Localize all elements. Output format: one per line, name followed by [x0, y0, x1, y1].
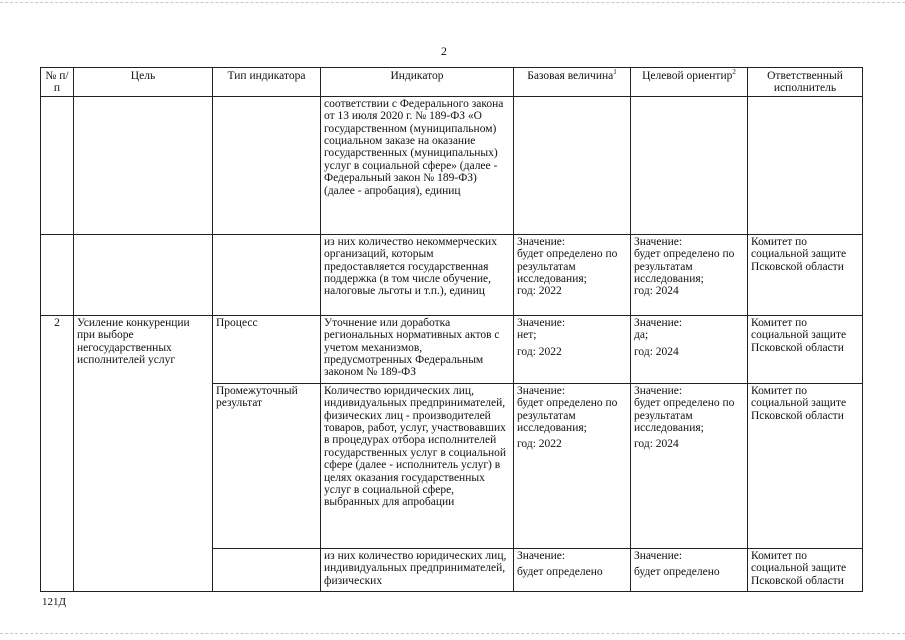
cell-num: 2	[41, 315, 74, 591]
cell-indicator: из них количество юридических лиц, индивидуальных предпринимателей, физических	[321, 548, 514, 591]
cell-indicator: Количество юридических лиц, индивидуальных предпринимателей, физических лиц - производителей товаров, работ, услуг, участвовавших в процедурах отбора исполнителей государственных услуг в социальной сфере (далее - исполнитель услуг) в целях оказания государственных услуг в социальной сфере, выбранных для апробации	[321, 383, 514, 548]
value-text: нет;	[517, 329, 537, 342]
value-label: Значение:	[634, 235, 683, 248]
cell-indicator: Уточнение или доработка региональных нормативных актов с учетом механизмов, предусмотренных Федеральным законом № 189-ФЗ	[321, 315, 514, 383]
cell-baseline	[514, 96, 631, 234]
scan-edge-bottom	[0, 633, 905, 634]
cell-target	[631, 234, 748, 315]
cell-indicator: из них количество некоммерческих организаций, которым предоставляется государственная поддержка (в том числе обучение, налоговые льготы и т.п.), единиц	[321, 234, 514, 315]
cell-type	[213, 234, 321, 315]
cell-goal	[74, 96, 213, 234]
header-num: № п/п	[41, 68, 74, 97]
value-label: Значение:	[634, 316, 683, 329]
value-year: год: 2022	[517, 285, 562, 298]
cell-goal	[74, 234, 213, 315]
header-baseline-label: Базовая величина	[527, 70, 614, 82]
cell-target	[631, 548, 748, 591]
table-row	[41, 234, 863, 315]
indicators-table	[40, 67, 863, 592]
cell-type: Процесс	[213, 315, 321, 383]
scan-edge-top	[0, 2, 905, 3]
value-year: год: 2022	[517, 438, 562, 451]
cell-goal: Усиление конкуренции при выборе негосударственных исполнителей услуг	[74, 315, 213, 591]
footer-code: 121Д	[42, 596, 67, 608]
value-text: будет определено по результатам исследования;	[634, 248, 735, 286]
value-text: будет определено по результатам исследования;	[634, 397, 735, 435]
cell-baseline	[514, 383, 631, 548]
cell-baseline	[514, 315, 631, 383]
header-goal: Цель	[74, 68, 213, 97]
cell-responsible: Комитет по социальной защите Псковской области	[748, 548, 863, 591]
value-year: год: 2022	[517, 345, 562, 358]
cell-target	[631, 315, 748, 383]
cell-baseline	[514, 548, 631, 591]
cell-num	[41, 234, 74, 315]
cell-responsible: Комитет по социальной защите Псковской области	[748, 315, 863, 383]
table-row	[41, 96, 863, 234]
header-type: Тип индикатора	[213, 68, 321, 97]
cell-indicator: соответствии с Федерального закона от 13 июля 2020 г. № 189-ФЗ «О государственном (муниципальном) социальном заказе на оказание государственных (муниципальных) услуг в социальной сфере» (далее - Федеральный закон № 189-ФЗ) (далее - апробация), единиц	[321, 96, 514, 234]
cell-responsible	[748, 96, 863, 234]
header-responsible: Ответственный исполнитель	[748, 68, 863, 97]
cell-target	[631, 96, 748, 234]
cell-num	[41, 96, 74, 234]
value-label: Значение:	[517, 549, 566, 562]
cell-responsible: Комитет по социальной защите Псковской области	[748, 383, 863, 548]
value-text: будет определено	[517, 566, 603, 579]
table-header-row	[41, 68, 863, 97]
page-number: 2	[441, 44, 447, 58]
value-year: год: 2024	[634, 345, 679, 358]
value-label: Значение:	[517, 316, 566, 329]
value-text: будет определено по результатам исследования;	[517, 248, 618, 286]
cell-type	[213, 96, 321, 234]
cell-target	[631, 383, 748, 548]
value-year: год: 2024	[634, 438, 679, 451]
cell-baseline	[514, 234, 631, 315]
header-target-label: Целевой ориентир	[642, 70, 733, 82]
table-row	[41, 315, 863, 383]
footnote-marker: 1	[613, 68, 617, 77]
footnote-marker: 2	[732, 68, 736, 77]
value-label: Значение:	[634, 549, 683, 562]
header-indicator: Индикатор	[321, 68, 514, 97]
value-label: Значение:	[634, 384, 683, 397]
cell-type	[213, 548, 321, 591]
value-year: год: 2024	[634, 285, 679, 298]
header-baseline	[514, 68, 631, 97]
value-text: будет определено	[634, 566, 720, 579]
value-text: да;	[634, 329, 649, 342]
value-label: Значение:	[517, 384, 566, 397]
value-label: Значение:	[517, 235, 566, 248]
cell-type: Промежуточный результат	[213, 383, 321, 548]
value-text: будет определено по результатам исследования;	[517, 397, 618, 435]
header-target	[631, 68, 748, 97]
cell-responsible: Комитет по социальной защите Псковской области	[748, 234, 863, 315]
